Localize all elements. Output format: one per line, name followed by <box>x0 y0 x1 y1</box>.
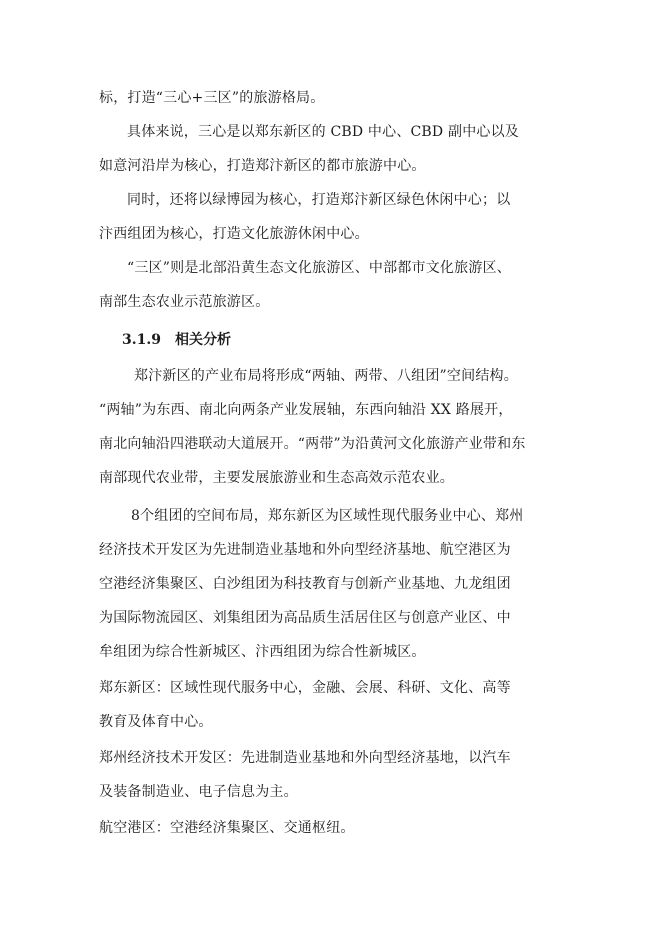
text-line: 南北向轴沿四港联动大道展开。“两带”为沿黄河文化旅游产业带和东 <box>99 436 526 452</box>
text-line: 空港经济集聚区、白沙组团为科技教育与创新产业基地、九龙组团 <box>99 576 511 592</box>
text-line: 如意河沿岸为核心，打造郑汴新区的都市旅游中心。 <box>99 158 426 174</box>
text-line: 郑汴新区的产业布局将形成“两轴、两带、八组团”空间结构。 <box>134 368 518 384</box>
text-line: 汴西组团为核心，打造文化旅游休闲中心。 <box>99 226 369 242</box>
text-line: “三区”则是北部沿黄生态文化旅游区、中部都市文化旅游区、 <box>127 260 511 276</box>
text-line: 8个组团的空间布局，郑东新区为区域性现代服务业中心、郑州 <box>131 508 524 524</box>
text-line: 郑东新区：区域性现代服务中心，金融、会展、科研、文化、高等 <box>99 680 511 696</box>
text-line: 教育及体育中心。 <box>99 714 213 730</box>
text-line: 同时，还将以绿博园为核心，打造郑汴新区绿色休闲中心；以 <box>127 192 511 208</box>
text-line: 经济技术开发区为先进制造业基地和外向型经济基地、航空港区为 <box>99 542 511 558</box>
text-line: 牟组团为综合性新城区、汴西组团为综合性新城区。 <box>99 644 426 660</box>
text-line: 郑州经济技术开发区：先进制造业基地和外向型经济基地，以汽车 <box>99 750 511 766</box>
text-line: 标，打造“三心+三区”的旅游格局。 <box>99 90 325 106</box>
text-line: “两轴”为东西、南北向两条产业发展轴，东西向轴沿 XX 路展开， <box>99 402 513 418</box>
section-heading <box>122 330 231 350</box>
text-line: 为国际物流园区、刘集组团为高品质生活居住区与创意产业区、中 <box>99 610 511 626</box>
text-line: 南部生态农业示范旅游区。 <box>99 294 270 310</box>
section-title: 相关分析 <box>174 332 231 348</box>
text-line: 具体来说，三心是以郑东新区的 CBD 中心、CBD 副中心以及 <box>127 124 519 140</box>
text-line: 南部现代农业带，主要发展旅游业和生态高效示范农业。 <box>99 470 454 486</box>
text-line: 及装备制造业、电子信息为主。 <box>99 784 298 800</box>
text-line: 航空港区：空港经济集聚区、交通枢纽。 <box>99 820 355 836</box>
section-number: 3.1.9 <box>122 332 161 348</box>
